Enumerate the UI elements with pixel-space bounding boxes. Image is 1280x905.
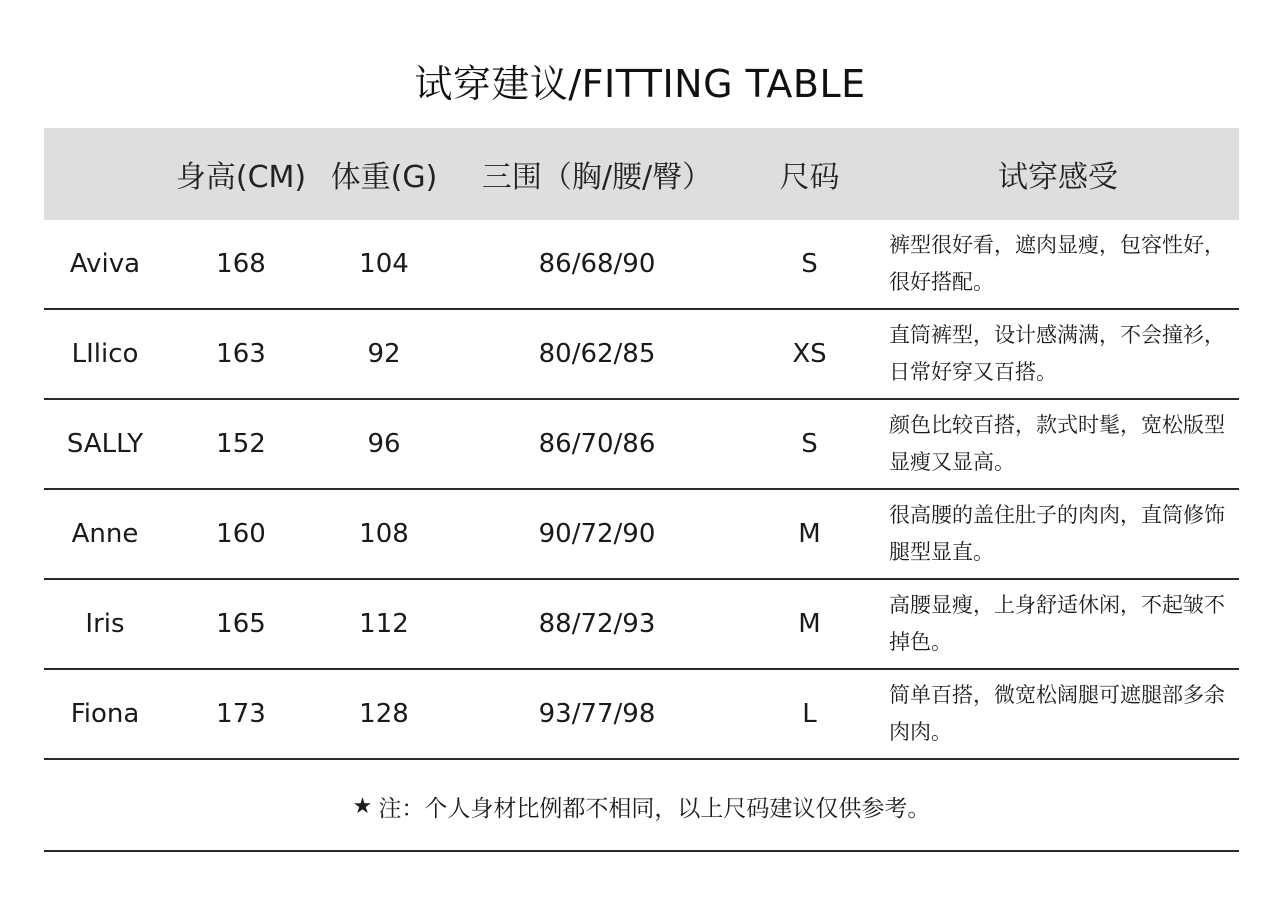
- cell-weight: 108: [359, 519, 409, 549]
- cell-feedback: 简单百搭，微宽松阔腿可遮腿部多余肉肉。: [889, 683, 1225, 744]
- cell-feedback: 颜色比较百搭，款式时髦，宽松版型 显瘦又显高。: [889, 413, 1225, 474]
- header-weight: 体重(G): [330, 160, 438, 195]
- star-icon: ★: [352, 793, 373, 819]
- cell-measurements: 86/68/90: [538, 249, 656, 279]
- cell-measurements: 90/72/90: [538, 519, 656, 549]
- header-height: 身高(CM): [175, 160, 307, 195]
- header-feedback: 试穿感受: [998, 160, 1118, 195]
- cell-feedback: 很高腰的盖住肚子的肉肉，直筒修饰腿型显直。: [889, 503, 1225, 564]
- cell-size: S: [801, 249, 818, 279]
- cell-weight: 112: [359, 609, 409, 639]
- footnote: [44, 762, 1239, 852]
- cell-size: XS: [792, 339, 827, 369]
- cell-name: Anne: [71, 519, 139, 549]
- cell-height: 173: [216, 699, 266, 729]
- cell-name: Iris: [85, 609, 125, 639]
- table-row: [44, 490, 1239, 580]
- table-row: [44, 580, 1239, 670]
- cell-weight: 96: [367, 429, 401, 459]
- cell-name: LIlico: [71, 339, 139, 369]
- table-header: [44, 128, 1239, 220]
- table-row: [44, 670, 1239, 760]
- table-row: [44, 310, 1239, 400]
- cell-feedback: 直筒裤型，设计感满满，不会撞衫，日常好穿又百搭。: [889, 323, 1225, 384]
- header-measurements: 三围（胸/腰/臀）: [481, 160, 713, 195]
- cell-name: SALLY: [66, 429, 144, 459]
- page-title: 试穿建议/FITTING TABLE: [414, 62, 866, 106]
- cell-weight: 128: [359, 699, 409, 729]
- cell-feedback: 高腰显瘦，上身舒适休闲，不起皱不掉色。: [889, 593, 1225, 654]
- cell-height: 168: [216, 249, 266, 279]
- cell-weight: 104: [359, 249, 409, 279]
- cell-name: Aviva: [69, 249, 141, 279]
- header-name: [44, 128, 166, 220]
- table-row: [44, 220, 1239, 310]
- cell-measurements: 86/70/86: [538, 429, 656, 459]
- cell-height: 165: [216, 609, 266, 639]
- cell-height: 163: [216, 339, 266, 369]
- cell-feedback: 裤型很好看，遮肉显瘦，包容性好，很好搭配。: [889, 233, 1225, 294]
- header-size: 尺码: [779, 160, 840, 195]
- cell-name: Fiona: [70, 699, 140, 729]
- cell-height: 160: [216, 519, 266, 549]
- cell-measurements: 93/77/98: [538, 699, 656, 729]
- cell-size: M: [798, 519, 821, 549]
- cell-size: S: [801, 429, 818, 459]
- cell-height: 152: [216, 429, 266, 459]
- cell-weight: 92: [367, 339, 401, 369]
- table-row: [44, 400, 1239, 490]
- footnote-text: 注：个人身材比例都不相同，以上尺码建议仅供参考。: [378, 795, 931, 822]
- cell-measurements: 88/72/93: [538, 609, 656, 639]
- cell-size: M: [798, 609, 821, 639]
- cell-size: L: [802, 699, 817, 729]
- fitting-table: [44, 128, 1239, 760]
- cell-measurements: 80/62/85: [538, 339, 656, 369]
